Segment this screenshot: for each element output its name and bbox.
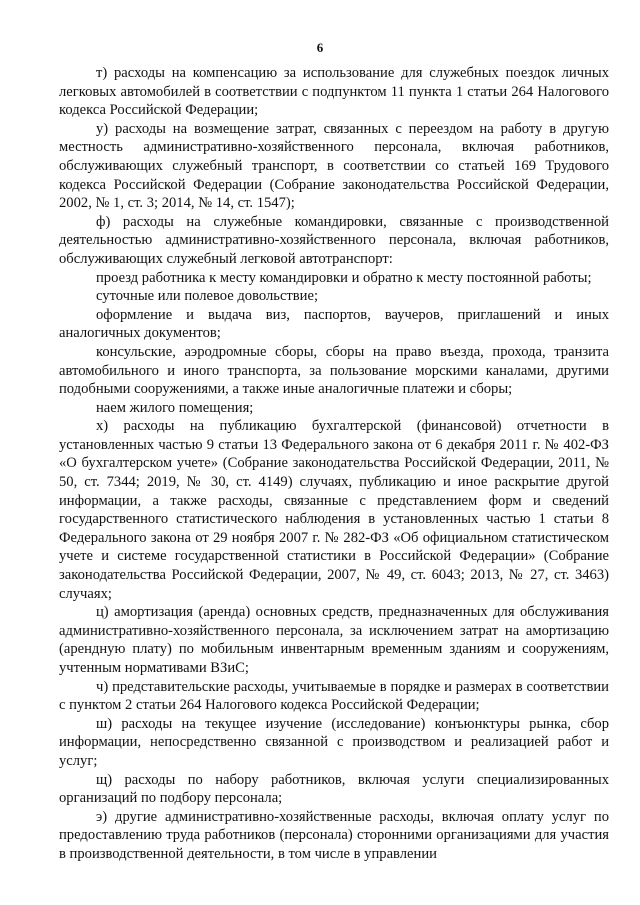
paragraph-kh-publication: х) расходы на публикацию бухгалтерской (финансовой) отчетности в установленных частью 9 статьи 13 Федерального закона от 6 декабря 2011 г. № 402-ФЗ «О бухгалтерском учете» (Собрание законодательства Российской Федерации, 2011, № 50, ст. 7344; 2019, № 30, ст. 4149) случаях, публикацию и иное раскрытие другой информации, а также расходы, связанные с представлением форм и сведений государственного статистического наблюдения в установленных частью 1 статьи 8 Федерального закона от 29 ноября 2007 г. № 282-ФЗ «Об официальном статистическом учете и системе государственной статистики в Российской Федерации» (Собрание законодательства Российской Федерации, 2007, № 49, ст. 6043; 2013, № 27, ст. 3463) случаях; [59, 418, 609, 602]
page-number: 6 [316, 40, 324, 55]
paragraph-u-relocation: у) расходы на возмещение затрат, связанных с переездом на работу в другую местность административно-хозяйственного персонала, включая работников, обслуживающих служебный транспорт, в соответствии со статьей 169 Трудового кодекса Российской Федерации (Собрание законодательства Российской Федерации, 2002, № 1, ст. 3; 2014, № 14, ст. 1547); [59, 120, 609, 212]
paragraph-per-diem: суточные или полевое довольствие; [96, 288, 319, 305]
paragraph-sh-market-research: ш) расходы на текущее изучение (исследование) конъюнктуры рынка, сбор информации, непосредственно связанной с производством и реализацией работ и услуг; [59, 715, 609, 769]
paragraph-ch-representation: ч) представительские расходы, учитываемые в порядке и размерах в соответствии с пунктом 2 статьи 264 Налогового кодекса Российской Федерации; [59, 678, 609, 714]
paragraph-visas: оформление и выдача виз, паспортов, ваучеров, приглашений и иных аналогичных документов; [59, 306, 609, 342]
document-body [59, 64, 609, 864]
paragraph-trip-travel: проезд работника к месту командировки и обратно к месту постоянной работы; [96, 269, 592, 286]
paragraph-t-personal-cars: т) расходы на компенсацию за использование для служебных поездок личных легковых автомобилей в соответствии с подпунктом 11 пункта 1 статьи 264 Налогового кодекса Российской Федерации; [59, 65, 609, 119]
paragraph-fees: консульские, аэродромные сборы, сборы на право въезда, прохода, транзита автомобильного и иного транспорта, за пользование морскими каналами, другими подобными сооружениями, а также иные аналогичные платежи и сборы; [59, 343, 609, 398]
paragraph-e-other-expenses: э) другие административно-хозяйственные расходы, включая оплату услуг по предоставлению труда работников (персонала) сторонними организациями для участия в производственной деятельности, в том числе в управлении [59, 808, 609, 862]
paragraph-shch-recruitment: щ) расходы по набору работников, включая услуги специализированных организаций по подбору персонала; [59, 771, 609, 807]
paragraph-ts-depreciation: ц) амортизация (аренда) основных средств, предназначенных для обслуживания административно-хозяйственного персонала, за исключением затрат на амортизацию (арендную плату) по мобильным инвентарным временным зданиям и сооружениям, учтенным нормативами ВЗиС; [59, 604, 609, 676]
paragraph-lodging: наем жилого помещения; [96, 399, 254, 416]
paragraph-f-business-trips: ф) расходы на служебные командировки, связанные с производственной деятельностью административно-хозяйственного персонала, включая работников, обслуживающих служебный легковой автотранспорт: [59, 213, 609, 267]
